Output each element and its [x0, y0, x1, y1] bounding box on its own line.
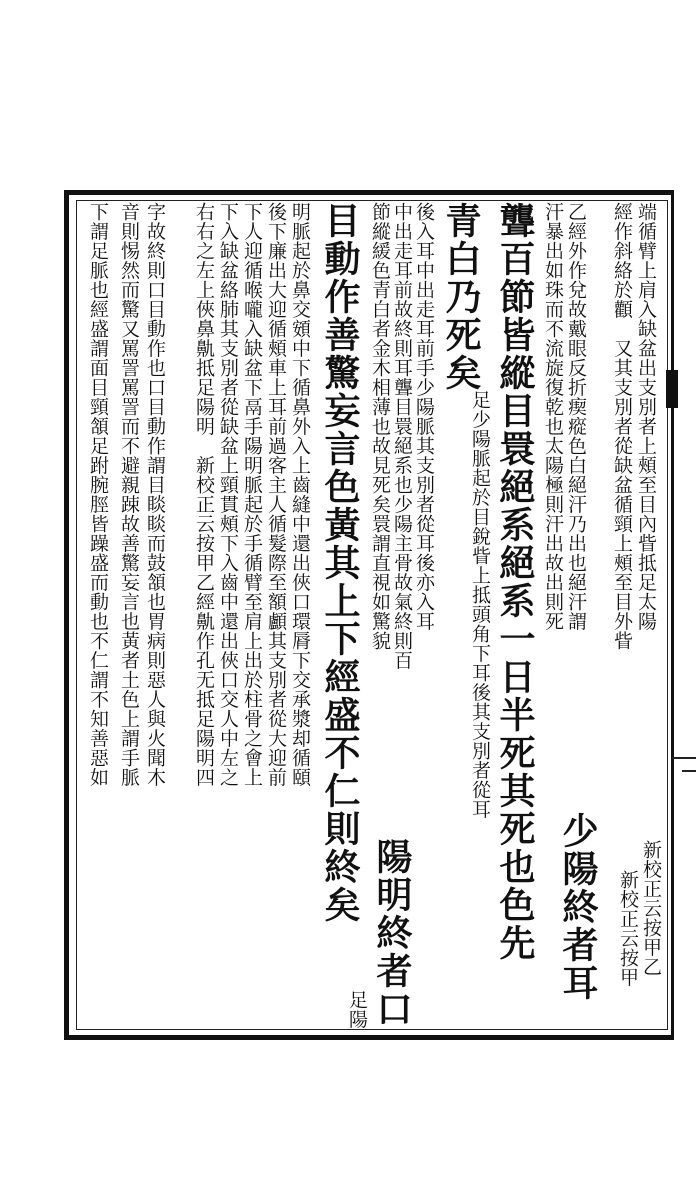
- fold-mark: [672, 757, 696, 759]
- text-column-4: 汗暴出如珠而不流旋復乾也太陽極則汗出故出則死: [542, 202, 564, 631]
- text-column-11: 明脈起於鼻交頞中下循鼻外入上齒縫中還出俠口環脣下交承漿却循頤: [289, 202, 311, 787]
- text-column-16: 字故終則口目動作也口目動作謂目睒睒而鼓頷也胃病則惡人與火聞木: [144, 202, 166, 787]
- text-column-5-large: 聾百節皆縱目睘絕系絕系一日半死其死也色先: [494, 202, 536, 962]
- text-column-13: 下人迎循喉嚨入缺盆下鬲手陽明脈起於手循臂至肩上出於柱骨之會上: [241, 202, 263, 787]
- heading-yangming: 陽明終者口: [371, 838, 413, 1028]
- text-column-18: 下謂足脈也經盛謂面目頸頷足跗腕脛皆躁盛而動也不仁謂不知善惡如: [87, 202, 109, 787]
- text-column-3: 乙經外作兌故戴眼反折瘈瘲色白絕汗乃出也絕汗謂: [565, 202, 587, 631]
- collation-note-2: 新校正云按甲: [617, 870, 639, 987]
- text-column-7: 後入耳中出走耳前手少陽脈其支別者從耳後亦入耳: [413, 202, 435, 631]
- text-column-9: 節縱緩色青白者金木相薄也故見死矣睘謂直視如驚貌: [369, 202, 391, 651]
- text-column-10-large: 目動作善驚妄言色黃其上下經盛不仁則終矣: [319, 202, 361, 924]
- text-column-1: 端循臂上肩入缺盆出支別者上頰至目內眥抵足太陽: [635, 202, 657, 631]
- collation-note-1: 新校正云按甲乙: [640, 840, 662, 977]
- note-column-shaoyang: 足少陽脈起於目銳眥上抵頭角下耳後其支別者從耳: [469, 390, 491, 819]
- text-column-12: 後下廉出大迎循頰車上耳前過客主人循髮際至額顱其支別者從大迎前: [265, 202, 287, 787]
- text-column-8: 中出走耳前故終則耳聾目睘絕系也少陽主骨故氣終則百: [391, 202, 413, 670]
- text-column-15: 右右之左上俠鼻鼽抵足陽明 新校正云按甲乙經鼽作孔无抵足陽明四: [193, 202, 215, 787]
- text-column-6-large: 青白乃死矣: [440, 202, 482, 392]
- note-column-yangming-start: 足陽: [346, 990, 368, 1029]
- text-column-17: 音則惕然而驚又罵詈罵詈而不避親踈故善驚妄言也黃者土色上謂手脈: [118, 202, 140, 787]
- text-column-2: 經作斜絡於顴 又其支別者從缺盆循頸上頰至目外眥: [611, 202, 633, 651]
- fold-mark-2: [682, 770, 696, 772]
- binding-tab-mark: [666, 370, 678, 408]
- text-column-14: 下入缺盆絡肺其支別者從缺盆上頸貫頰下入齒中還出俠口交人中左之: [217, 202, 239, 787]
- heading-shaoyang: 少陽終者耳: [557, 812, 599, 1002]
